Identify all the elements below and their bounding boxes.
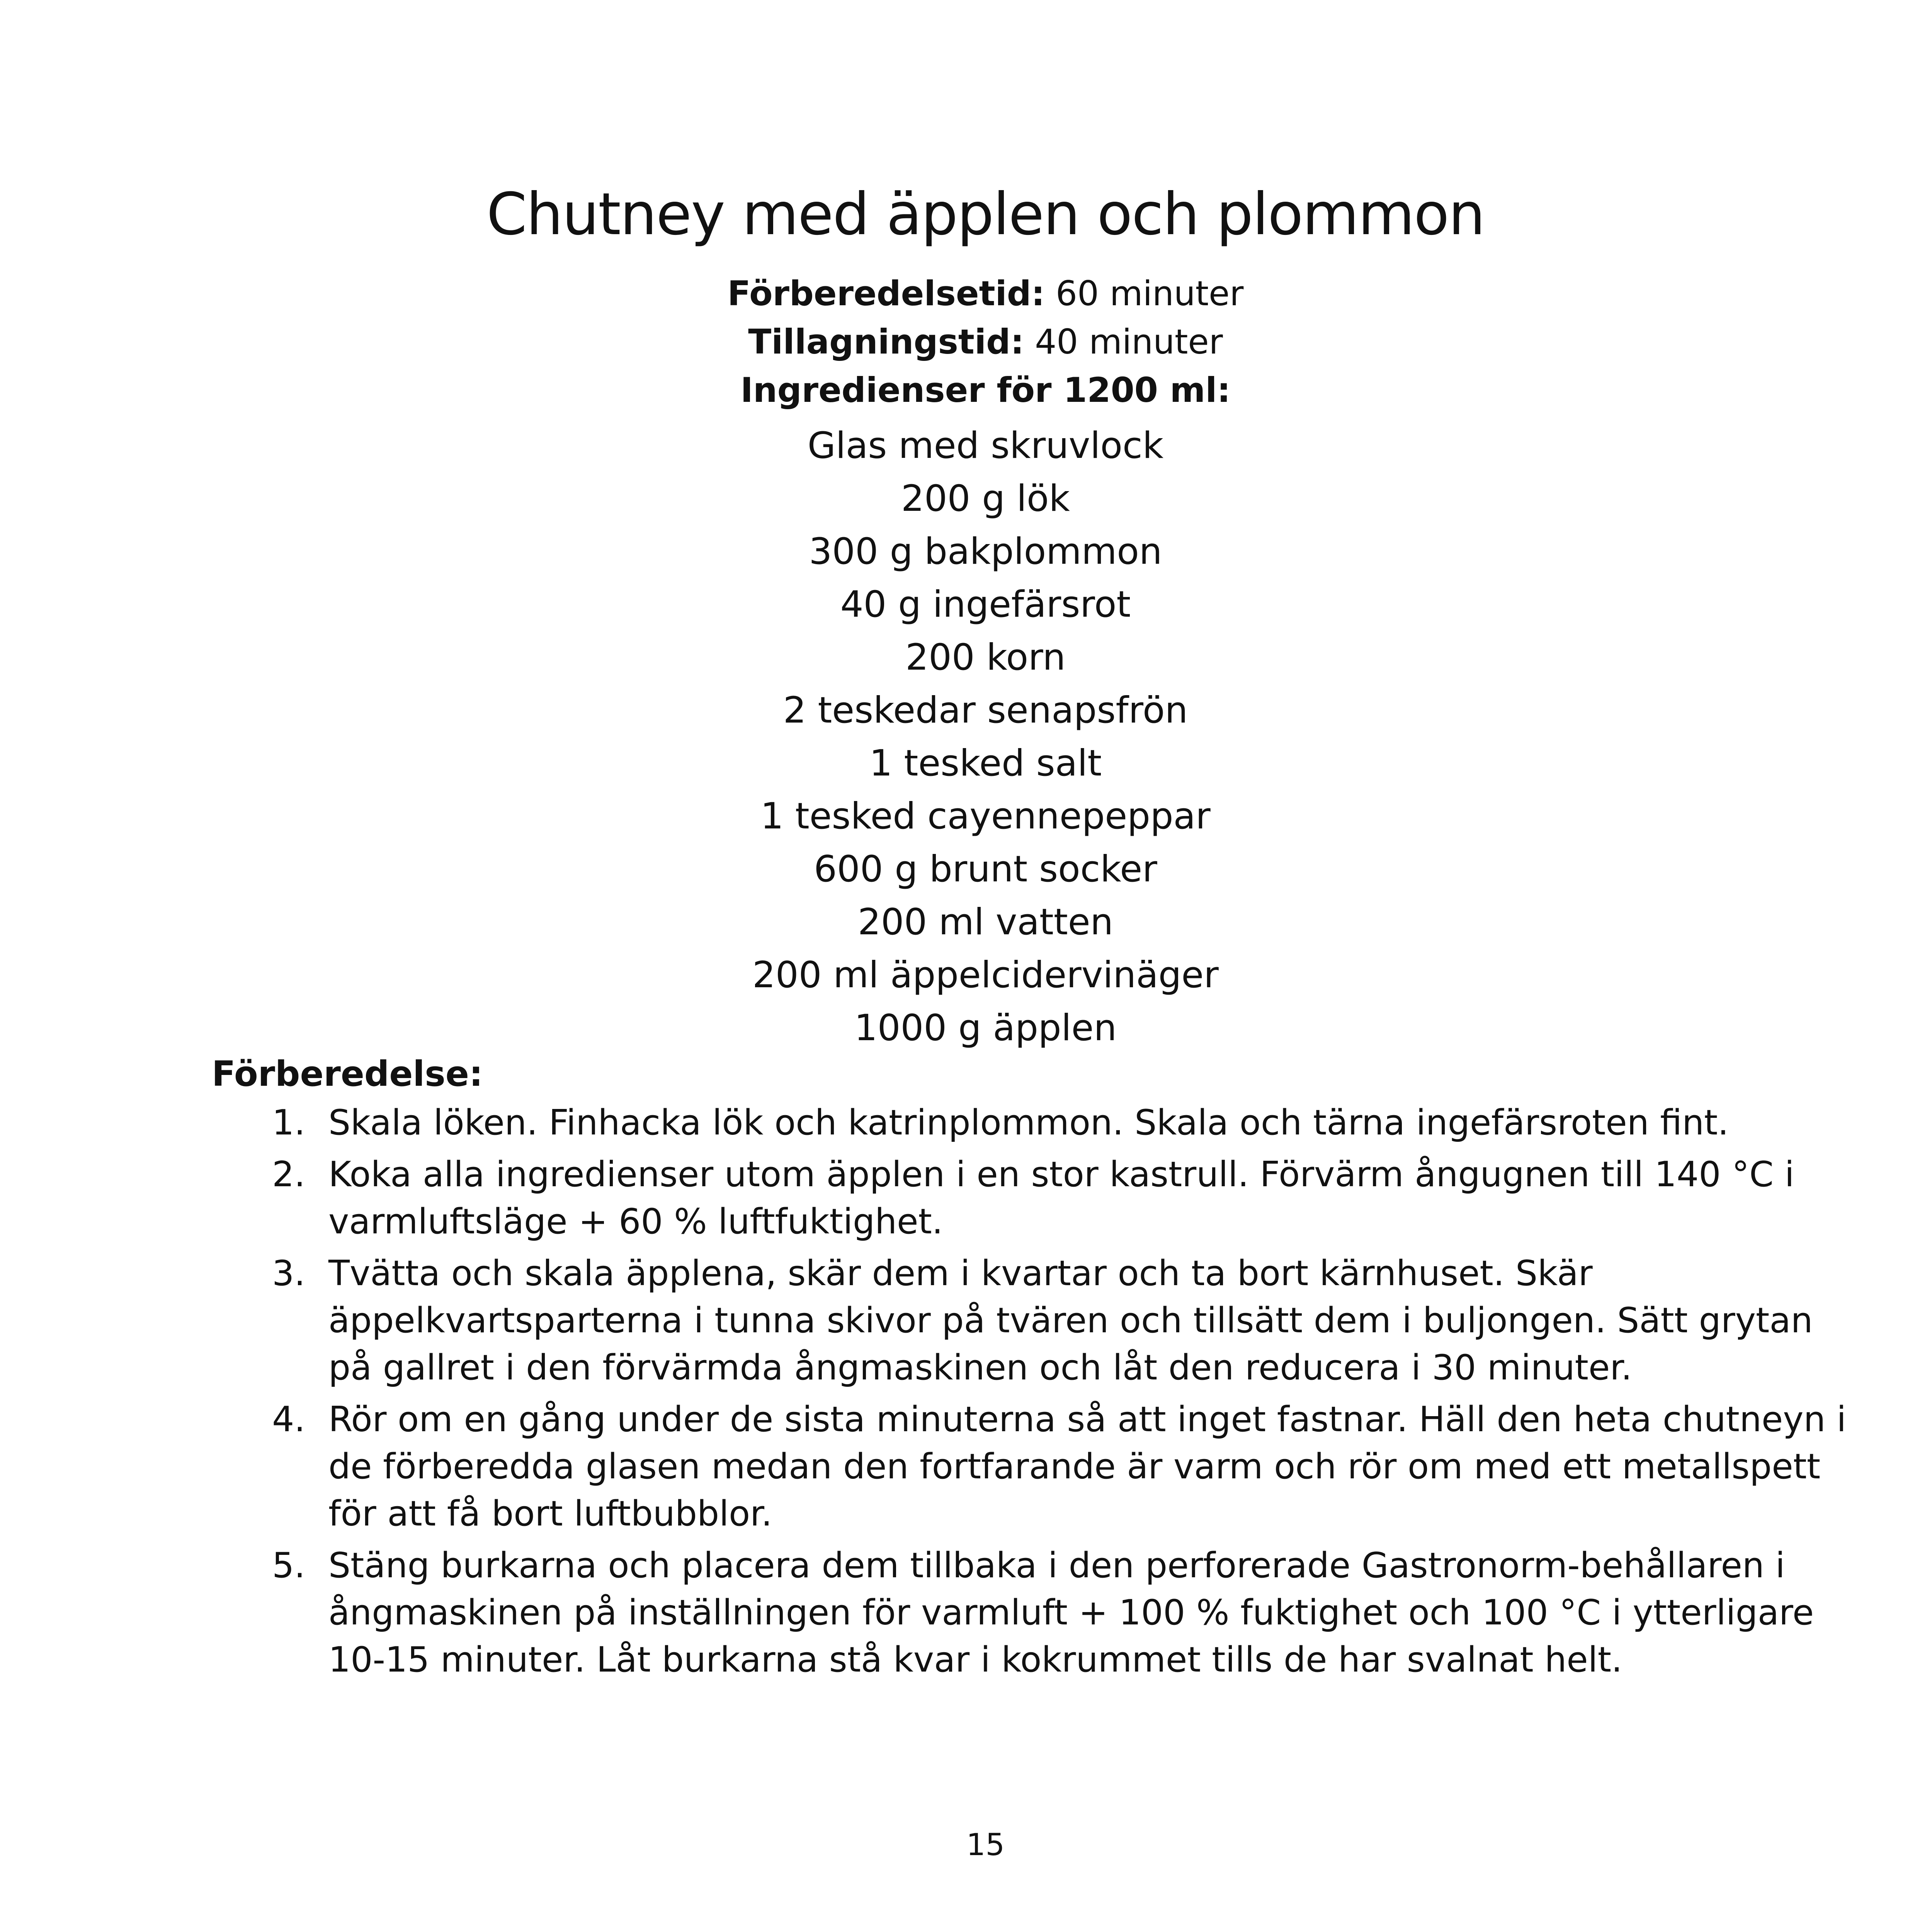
ingredient-item: 40 g ingefärsrot (840, 583, 1131, 626)
ingredients-heading (0, 367, 1932, 413)
ingredient-item: 200 ml vatten (857, 901, 1114, 943)
step-number: 2. (272, 1154, 305, 1195)
step-text: Skala löken. Finhacka lök och katrinplommon. Skala och tärna ingefärsroten fint. (328, 1102, 1729, 1143)
step-number: 4. (272, 1399, 305, 1440)
step-text: Rör om en gång under de sista minuterna så att inget fastnar. Häll den heta chutneyn i de förberedda glasen medan den fortfarande är varm och rör om med ett metallspett för att få bort luftbubblor. (328, 1399, 1847, 1534)
ingredient-item: 200 korn (905, 636, 1066, 679)
step-item (267, 1542, 1859, 1684)
step-item (267, 1151, 1859, 1245)
ingredient-item: 600 g brunt socker (814, 848, 1157, 890)
prep-time-value: 60 minuter (1045, 274, 1244, 313)
step-text: Tvätta och skala äpplena, skär dem i kvartar och ta bort kärnhuset. Skär äppelkvartsparterna i tunna skivor på tvären och tillsätt dem i buljongen. Sätt grytan på gallret i den förvärmda ångmaskinen och låt den reducera i 30 minuter. (328, 1253, 1813, 1388)
prep-time-line (0, 270, 1932, 317)
ingredient-item: Glas med skruvlock (807, 425, 1164, 467)
cook-time-line (0, 319, 1932, 365)
ingredient-item: 1 tesked cayennepeppar (760, 795, 1211, 837)
step-number: 5. (272, 1545, 305, 1586)
step-text: Stäng burkarna och placera dem tillbaka i den perforerade Gastronorm-behållaren i ångmaskinen på inställningen för varmluft + 100 % fuktighet och 100 °C i ytterligare 10-15 minuter. Låt burkarna stå kvar i kokrummet tills de har svalnat helt. (328, 1545, 1814, 1680)
page-number: 15 (966, 1828, 1005, 1862)
ingredients-heading-label: Ingredienser för 1200 ml: (740, 370, 1231, 410)
step-item (267, 1396, 1859, 1537)
cook-time-value: 40 minuter (1024, 322, 1223, 362)
preparation-steps (267, 1099, 1859, 1688)
ingredient-item: 200 ml äppelcidervinäger (752, 954, 1219, 996)
recipe-title: Chutney med äpplen och plommon (486, 181, 1485, 248)
step-text: Koka alla ingredienser utom äpplen i en stor kastrull. Förvärm ångugnen till 140 °C i varmluftsläge + 60 % luftfuktighet. (328, 1154, 1794, 1242)
ingredient-item: 200 g lök (901, 478, 1070, 520)
cook-time-label: Tillagningstid: (748, 322, 1024, 362)
step-number: 3. (272, 1253, 305, 1294)
ingredient-item: 1000 g äpplen (854, 1007, 1117, 1049)
prep-time-label: Förberedelsetid: (727, 274, 1045, 313)
ingredient-list (0, 419, 1932, 1054)
step-item (267, 1250, 1859, 1391)
step-number: 1. (272, 1102, 305, 1143)
ingredient-item: 1 tesked salt (869, 742, 1102, 784)
step-item (267, 1099, 1859, 1146)
preparation-heading: Förberedelse: (212, 1054, 483, 1094)
ingredient-item: 300 g bakplommon (809, 531, 1162, 573)
ingredient-item: 2 teskedar senapsfrön (783, 689, 1188, 731)
